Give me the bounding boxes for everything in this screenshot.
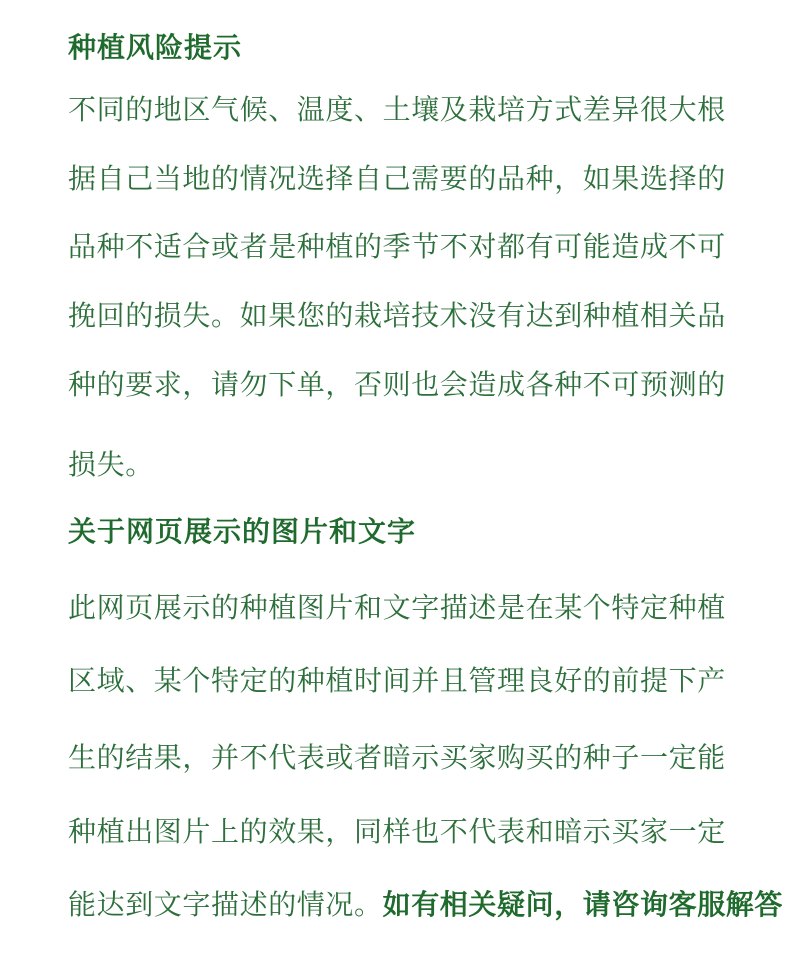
section-heading-planting-risk: 种植风险提示 (68, 31, 243, 64)
paragraph-line: 生的结果，并不代表或者暗示买家购买的种子一定能 (68, 741, 726, 774)
paragraph-line: 品种不适合或者是种植的季节不对都有可能造成不可 (68, 230, 726, 263)
paragraph-line: 此网页展示的种植图片和文字描述是在某个特定种植 (68, 591, 726, 624)
section-heading-images-and-text: 关于网页展示的图片和文字 (68, 515, 417, 548)
closing-sentence: 能达到文字描述的情况。 (68, 888, 383, 921)
paragraph-line: 不同的地区气候、温度、土壤及栽培方式差异很大根 (68, 93, 726, 126)
paragraph-line: 据自己当地的情况选择自己需要的品种，如果选择的 (68, 162, 726, 195)
paragraph-line: 损失。 (68, 448, 154, 481)
customer-service-note: 如有相关疑问，请咨询客服解答 (382, 888, 784, 921)
paragraph-line-last (68, 883, 783, 923)
paragraph-line: 种植出图片上的效果，同样也不代表和暗示买家一定 (68, 815, 726, 848)
paragraph-line: 种的要求，请勿下单，否则也会造成各种不可预测的 (68, 368, 726, 401)
paragraph-line: 区域、某个特定的种植时间并且管理良好的前提下产 (68, 664, 726, 697)
paragraph-line: 挽回的损失。如果您的栽培技术没有达到种植相关品 (68, 299, 726, 332)
